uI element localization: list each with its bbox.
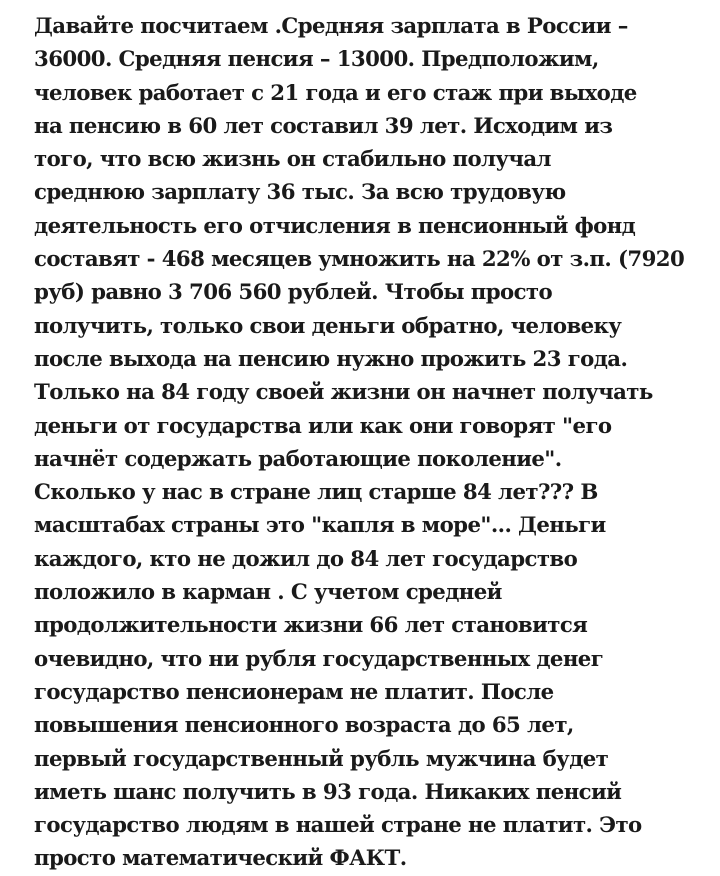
text-line-5: того, что всю жизнь он стабильно получал xyxy=(34,147,551,173)
text-line-2: 36000. Средняя пенсия – 13000. Предположим, xyxy=(34,47,599,73)
text-line-11: после выхода на пенсию нужно прожить 23 года. xyxy=(34,346,628,372)
text-line-15: Сколько у нас в стране лиц старше 84 лет??? В xyxy=(34,480,598,506)
text-line-21: государство пенсионерам не платит. После xyxy=(34,679,554,705)
text-line-23: первый государственный рубль мужчина будет xyxy=(34,746,609,772)
text-line-18: положило в карман . С учетом средней xyxy=(34,580,502,606)
text-line-26: просто математический ФАКТ. xyxy=(34,846,407,872)
text-line-8: составят - 468 месяцев умножить на 22% от з.п. (7920 xyxy=(34,247,685,273)
text-line-6: среднюю зарплату 36 тыс. За всю трудовую xyxy=(34,180,566,206)
text-line-14: начнёт содержать работающие поколение". xyxy=(34,446,562,472)
text-line-24: иметь шанс получить в 93 года. Никаких пенсий xyxy=(34,779,622,805)
text-line-13: деньги от государства или как они говорят "его xyxy=(34,413,612,439)
text-line-17: каждого, кто не дожил до 84 лет государство xyxy=(34,546,578,572)
text-line-7: деятельность его отчисления в пенсионный фонд xyxy=(34,213,636,239)
text-line-4: на пенсию в 60 лет составил 39 лет. Исходим из xyxy=(34,113,613,139)
text-line-16: масштабах страны это "капля в море"... Деньги xyxy=(34,513,606,539)
text-line-20: очевидно, что ни рубля государственных денег xyxy=(34,646,604,672)
text-line-25: государство людям в нашей стране не платит. Это xyxy=(34,813,642,839)
text-line-22: повышения пенсионного возраста до 65 лет, xyxy=(34,713,574,739)
text-line-1: Давайте посчитаем .Средняя зарплата в России – xyxy=(34,14,628,39)
text-line-10: получить, только свои деньги обратно, человеку xyxy=(34,313,622,339)
text-line-9: руб) равно 3 706 560 рублей. Чтобы просто xyxy=(34,280,553,306)
text-line-12: Только на 84 году своей жизни он начнет получать xyxy=(34,380,653,406)
text-line-3: человек работает с 21 года и его стаж при выходе xyxy=(34,80,637,106)
article-text xyxy=(34,10,714,876)
text-line-19: продолжительности жизни 66 лет становится xyxy=(34,613,588,639)
